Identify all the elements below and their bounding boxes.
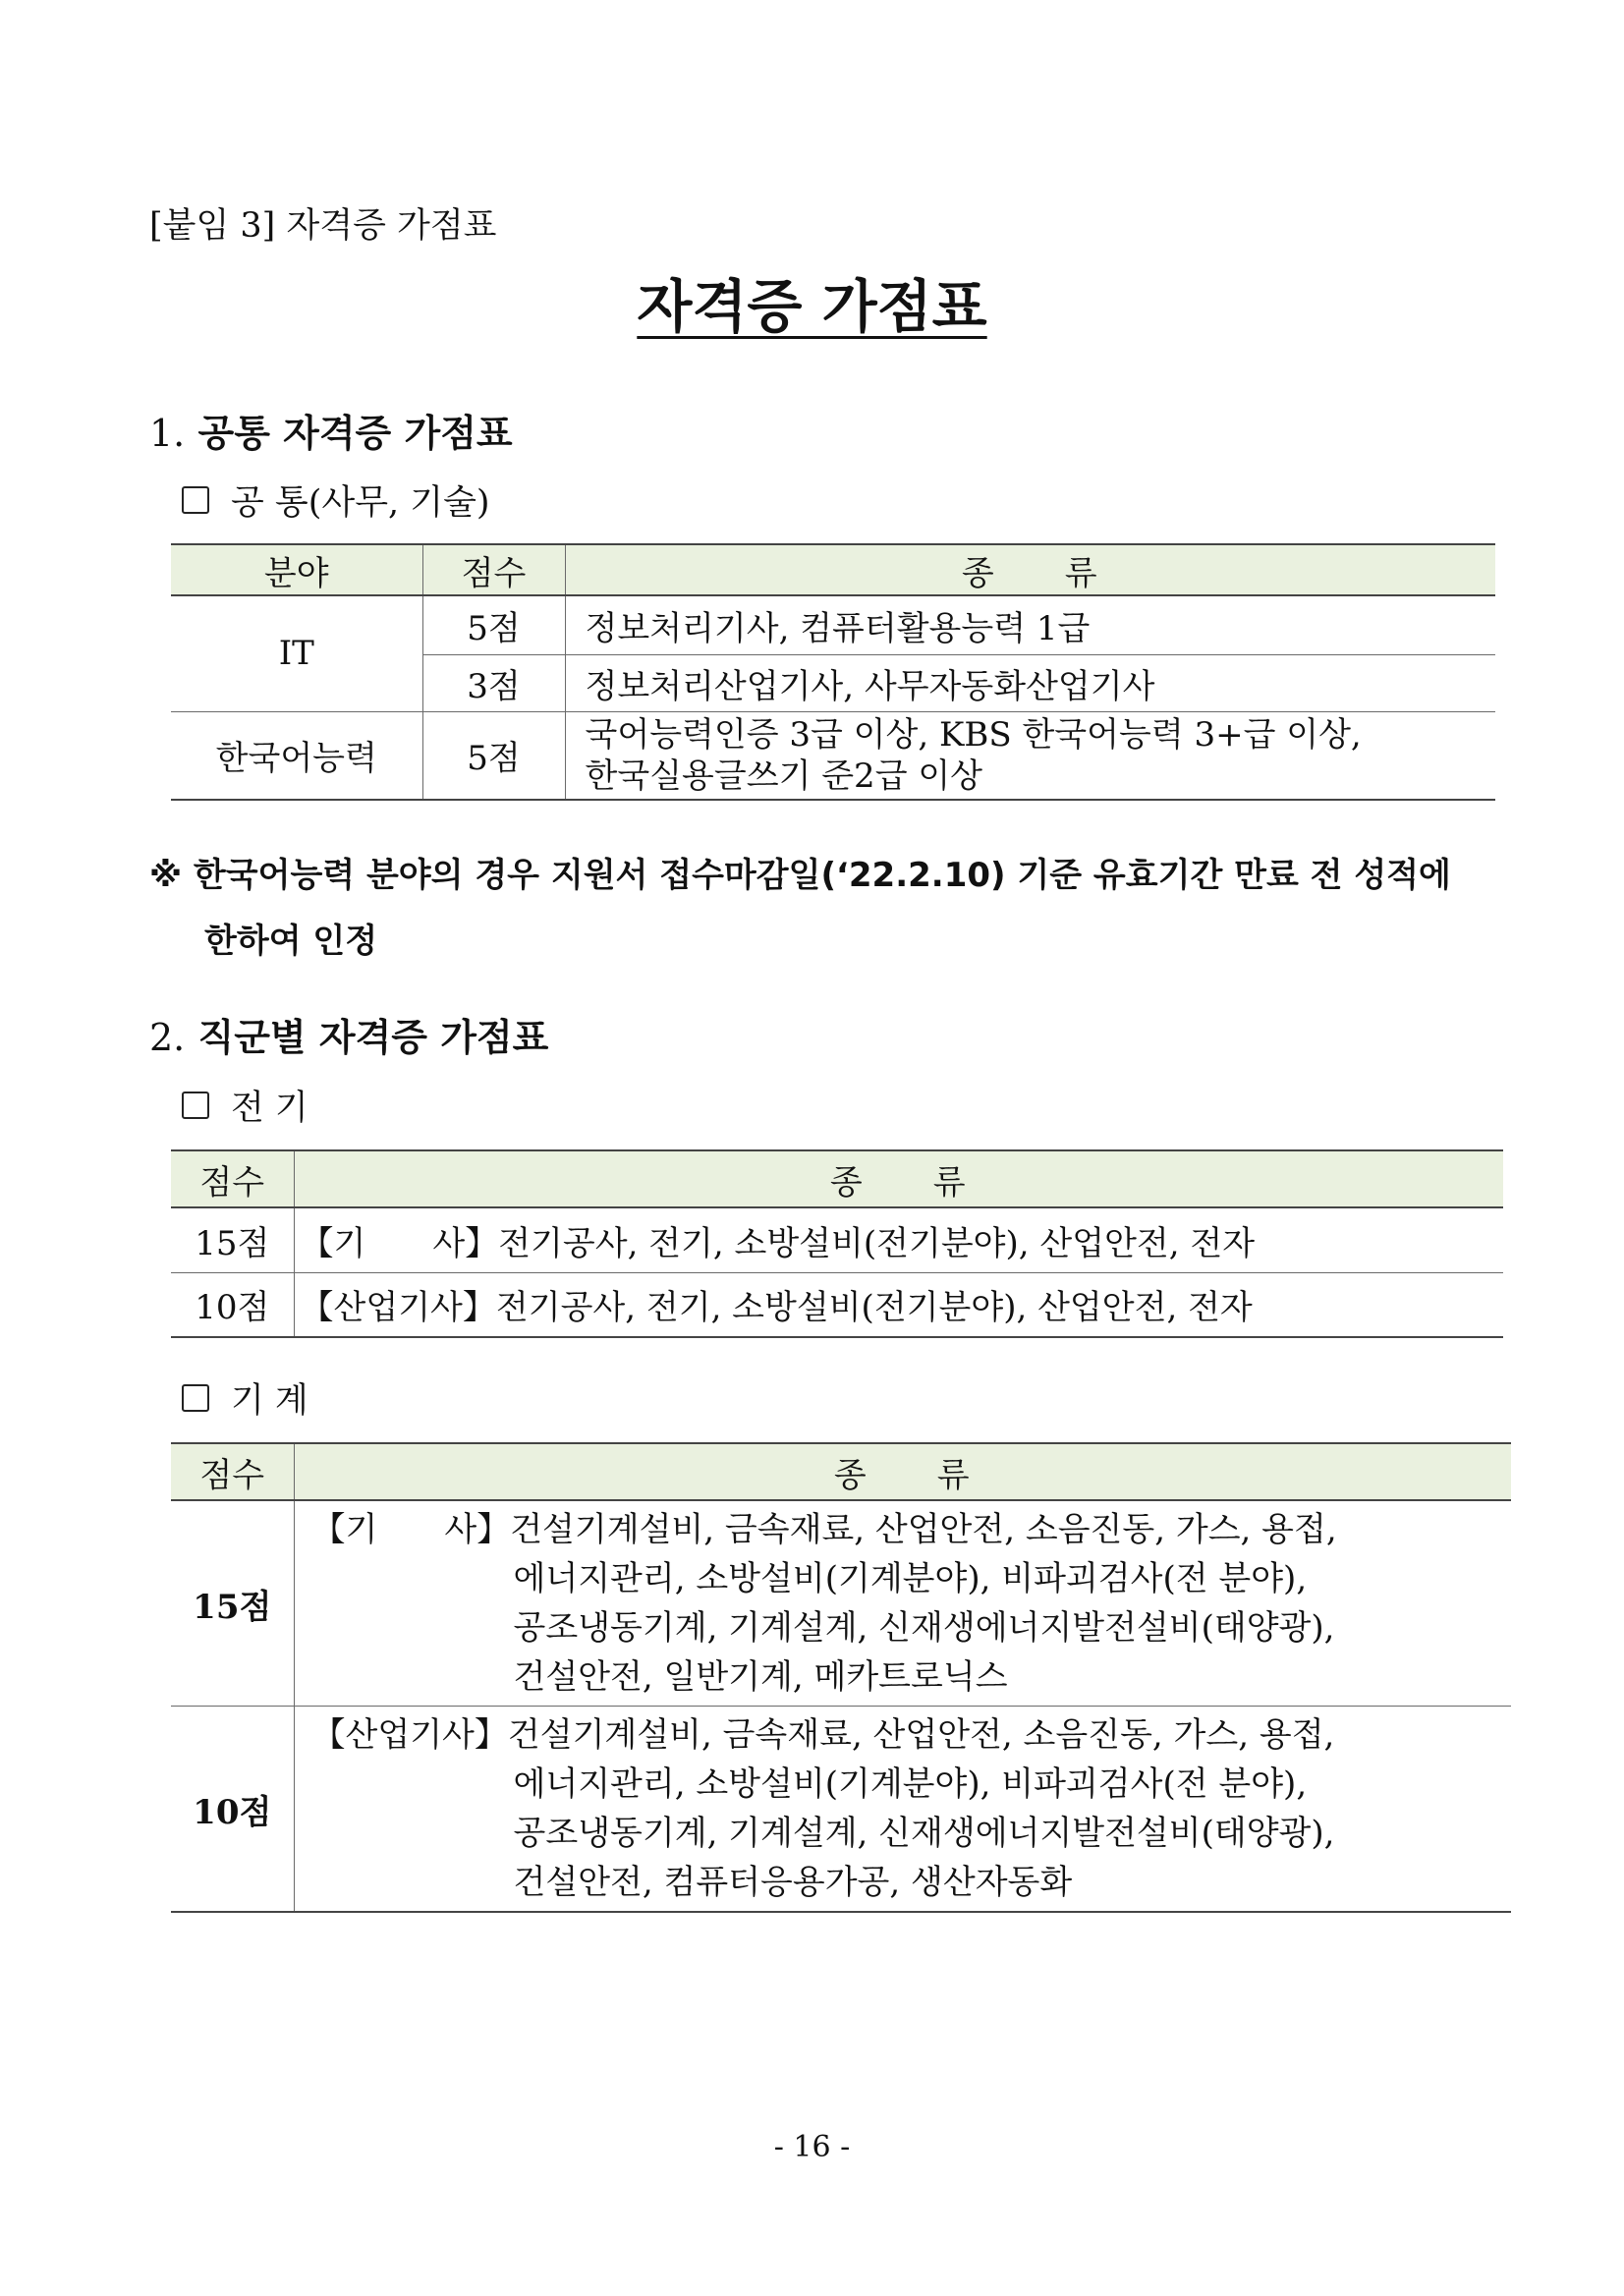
header-type: 종 류 — [294, 1443, 1511, 1500]
checkbox-icon — [182, 486, 209, 514]
items-line: 공조냉동기계, 기계설계, 신재생에너지발전설비(태양광), — [513, 1814, 1335, 1853]
mechanical-sub-label: 기 계 — [231, 1381, 308, 1421]
category-label: 【기 사】 — [311, 1510, 511, 1549]
category-label: 【산업기사】 — [300, 1288, 496, 1328]
items-text: 전기공사, 전기, 소방설비(전기분야), 산업안전, 전자 — [495, 1288, 1253, 1328]
header-type: 종 류 — [294, 1150, 1503, 1207]
category-label: 【산업기사】 — [311, 1715, 508, 1755]
items-cell — [565, 711, 1495, 800]
note-line: 한하여 인정 — [204, 922, 378, 961]
items-line: 건설안전, 일반기계, 메카트로닉스 — [513, 1657, 1008, 1697]
document-title-text: 자격증 가점표 — [637, 273, 987, 340]
document-title — [0, 260, 1624, 343]
items-line: 【산업기사】건설기계설비, 금속재료, 산업안전, 소음진동, 가스, 용접, — [312, 1710, 1512, 1760]
page-number: - 16 - — [773, 2130, 851, 2164]
section-2-heading — [149, 1007, 548, 1061]
items-cell: 정보처리산업기사, 사무자동화산업기사 — [565, 654, 1495, 711]
section-1-sub-label: 공 통(사무, 기술) — [231, 483, 490, 523]
score-cell: 5점 — [422, 595, 565, 654]
field-cell: 한국어능력 — [171, 711, 422, 800]
electric-sub-label: 전 기 — [231, 1089, 308, 1128]
items-line: 국어능력인증 3급 이상, KBS 한국어능력 3+급 이상, — [585, 714, 1362, 755]
header-score: 점수 — [171, 1150, 294, 1207]
mechanical-cert-table — [171, 1442, 1511, 1913]
section-1-title: 공통 자격증 가점표 — [197, 412, 513, 455]
items-line: 공조냉동기계, 기계설계, 신재생에너지발전설비(태양광), — [513, 1608, 1335, 1648]
items-line: 에너지관리, 소방설비(기계분야), 비파괴검사(전 분야), — [513, 1764, 1308, 1804]
items-cell — [294, 1707, 1511, 1913]
score-cell: 15점 — [171, 1207, 294, 1272]
score-cell: 5점 — [422, 711, 565, 800]
items-line: 한국실용글쓰기 준2급 이상 — [585, 756, 983, 796]
electric-cert-table — [171, 1149, 1503, 1338]
items-cell: 정보처리기사, 컴퓨터활용능력 1급 — [565, 595, 1495, 654]
score-cell: 3점 — [422, 654, 565, 711]
section-1-number: 1. — [149, 412, 186, 455]
items-line: 【기 사】건설기계설비, 금속재료, 산업안전, 소음진동, 가스, 용접, — [312, 1505, 1512, 1554]
section-2-number: 2. — [149, 1016, 186, 1059]
items-cell — [294, 1500, 1511, 1707]
items-text: 전기공사, 전기, 소방설비(전기분야), 산업안전, 전자 — [498, 1223, 1256, 1263]
note-line: 한국어능력 분야의 경우 지원서 접수마감일(‘22.2.10) 기준 유효기간 만료 전 성적에 — [193, 856, 1451, 895]
score-cell: 10점 — [171, 1707, 294, 1913]
checkbox-icon — [182, 1384, 209, 1412]
score-cell: 15점 — [171, 1500, 294, 1707]
section-1-sub-heading — [182, 476, 490, 525]
note — [149, 843, 1451, 975]
items-cell — [294, 1207, 1503, 1272]
field-cell: IT — [171, 595, 422, 711]
items-line: 건설안전, 컴퓨터응용가공, 생산자동화 — [513, 1863, 1073, 1902]
header-score: 점수 — [422, 544, 565, 595]
reference-mark: ※ — [149, 856, 183, 895]
section-1-heading — [149, 403, 513, 457]
header-field: 분야 — [171, 544, 422, 595]
category-label: 【기 사】 — [300, 1223, 499, 1263]
electric-sub-heading — [182, 1081, 308, 1130]
mechanical-sub-heading — [182, 1373, 308, 1423]
items-cell — [294, 1272, 1503, 1337]
section-2-title: 직군별 자격증 가점표 — [197, 1016, 549, 1059]
common-cert-table — [171, 543, 1495, 801]
items-line: 에너지관리, 소방설비(기계분야), 비파괴검사(전 분야), — [513, 1559, 1308, 1598]
score-cell: 10점 — [171, 1272, 294, 1337]
header-score: 점수 — [171, 1443, 294, 1500]
attachment-label: [붙임 3] 자격증 가점표 — [149, 206, 497, 246]
header-type: 종 류 — [565, 544, 1495, 595]
checkbox-icon — [182, 1092, 209, 1119]
